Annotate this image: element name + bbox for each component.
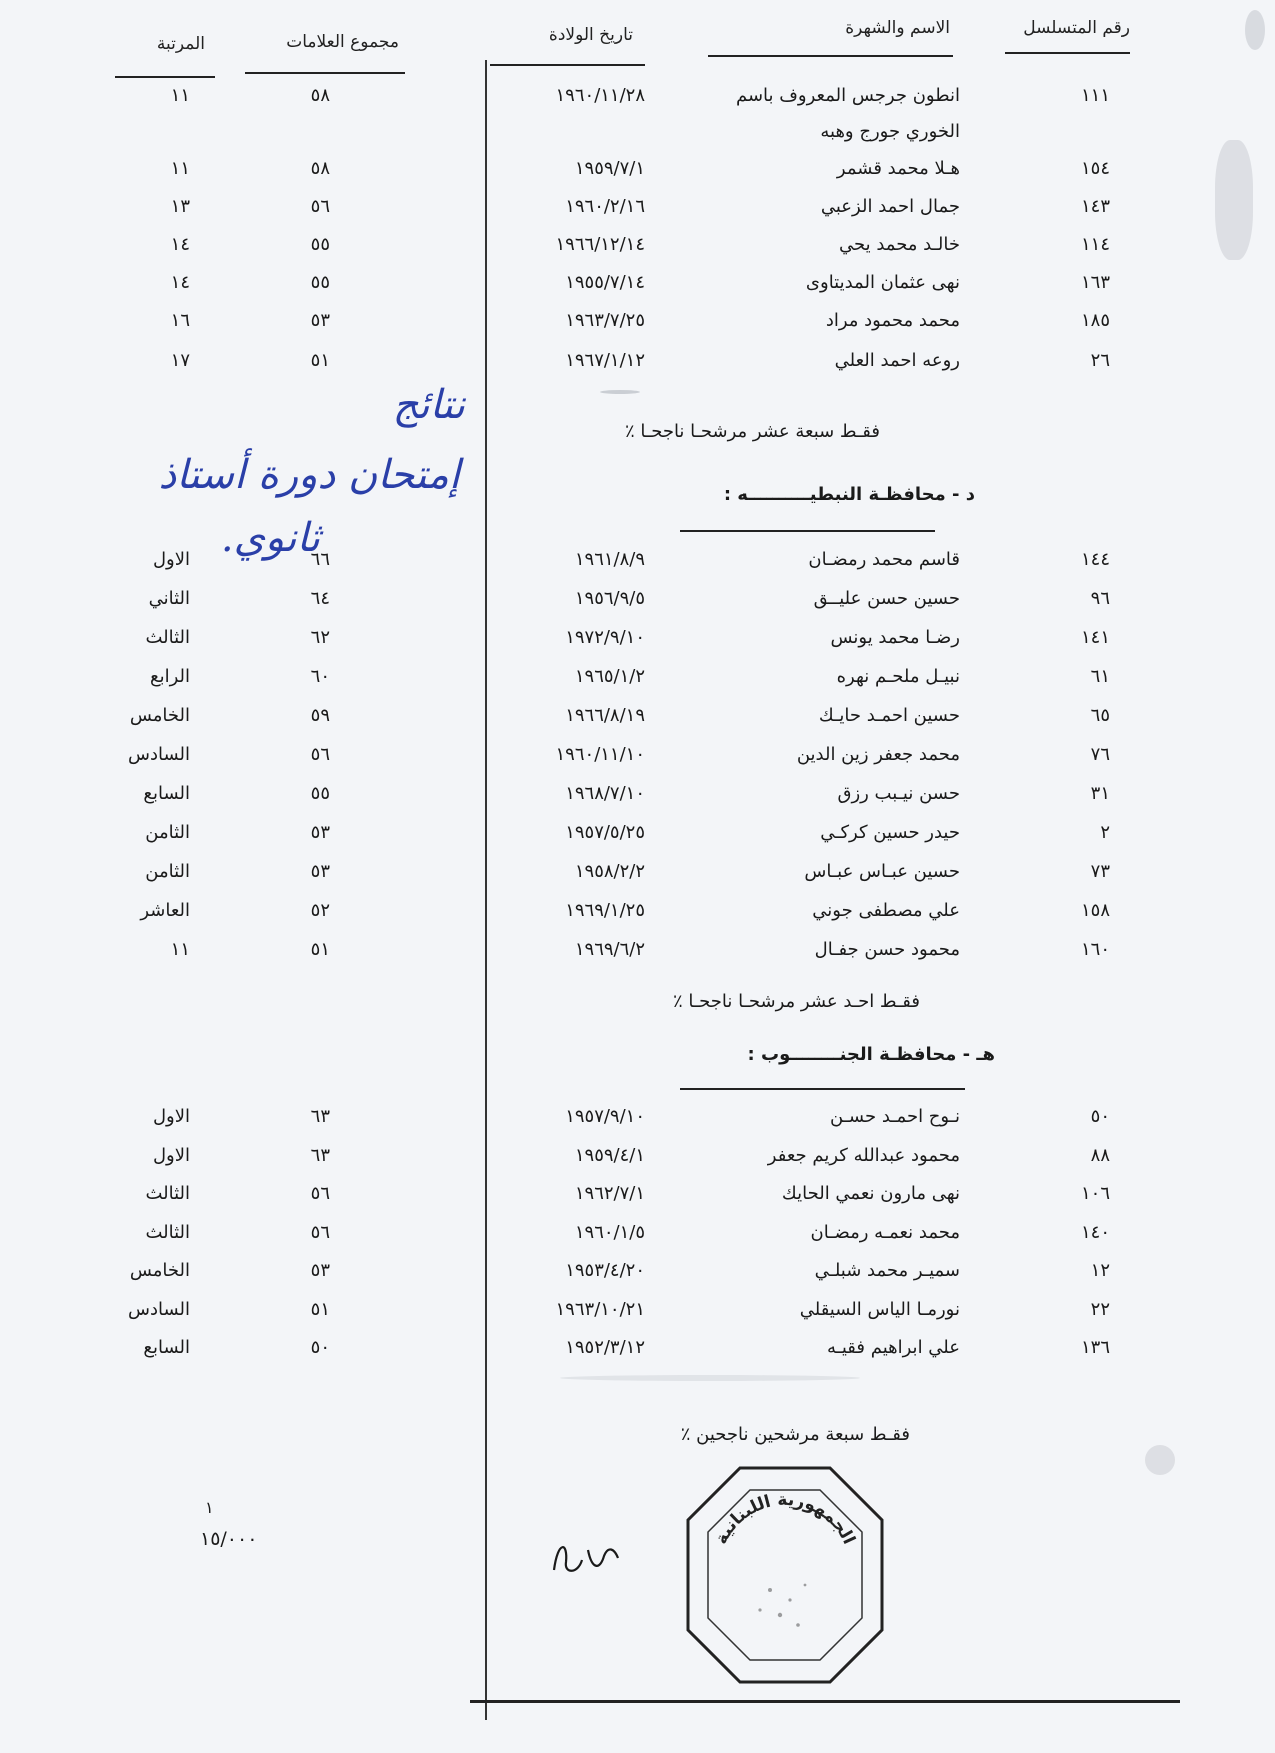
header-underline-serial	[1005, 52, 1130, 54]
row-dob: ١٩٥٣/٤/٢٠	[565, 1260, 645, 1281]
row-dob: ١٩٥٩/٧/١	[574, 158, 645, 179]
row-serial: ٧٣	[1090, 861, 1110, 882]
header-name: الاسم والشهرة	[845, 18, 950, 38]
scan-shadow-top	[1245, 10, 1265, 50]
row-dob: ١٩٦٠/١١/١٠	[555, 744, 645, 765]
section-3-summary: فقـط سبعة مرشحين ناجحين ٪	[680, 1424, 910, 1445]
row-total: ٥٣	[310, 310, 330, 331]
row-name: نورمـا الياس السيقلي	[799, 1298, 960, 1320]
row-total: ٦٠	[310, 666, 330, 687]
row-dob: ١٩٦٦/١٢/١٤	[555, 234, 645, 255]
row-rank: الثامن	[145, 861, 190, 882]
section-3-underline	[680, 1088, 965, 1090]
row-serial: ١٨٥	[1080, 310, 1110, 331]
row-serial: ١٣٦	[1080, 1337, 1110, 1358]
row-name: محمود عبدالله كريم جعفر	[767, 1144, 960, 1166]
row-name: انطون جرجس المعروف باسم	[735, 85, 960, 106]
row-name: حسن نيـبب رزق	[837, 783, 960, 804]
row-rank: الخامس	[129, 705, 190, 726]
row-serial: ١٢	[1090, 1260, 1110, 1281]
seal-text: الجمهورية اللبنانية	[711, 1489, 859, 1548]
row-name: نبيـل ملحـم نهره	[836, 666, 960, 687]
row-serial: ٥٠	[1090, 1106, 1110, 1127]
row-dob: ١٩٥٦/٩/٥	[574, 588, 645, 609]
row-dob: ١٩٦٣/١٠/٢١	[555, 1298, 645, 1320]
row-dob: ١٩٥٧/٩/١٠	[565, 1106, 645, 1127]
row-dob: ١٩٧٢/٩/١٠	[565, 627, 645, 648]
row-name: نهى عثمان المديتاوى	[805, 272, 960, 293]
row-total: ٦٣	[310, 1144, 330, 1166]
row-serial: ١١٤	[1080, 234, 1110, 255]
scan-speck	[1145, 1445, 1175, 1475]
row-total: ٦٣	[310, 1106, 330, 1127]
row-rank: ١١	[170, 158, 190, 179]
row-dob: ١٩٦٩/٦/٢	[574, 939, 645, 960]
row-name: حسين احمـد حايـك	[818, 705, 960, 726]
row-name: حسين عبـاس عبـاس	[804, 861, 960, 882]
row-rank: الثاني	[148, 588, 190, 609]
row-total: ٥٢	[310, 900, 330, 921]
row-total: ٥٣	[310, 1260, 330, 1281]
row-dob: ١٩٥٢/٣/١٢	[565, 1337, 645, 1358]
row-serial: ٧٦	[1090, 744, 1110, 765]
print-run: ١٥/٠٠٠	[200, 1528, 258, 1550]
row-total: ٥٦	[310, 744, 330, 765]
row-rank: الاول	[152, 1106, 190, 1127]
row-total: ٥١	[310, 939, 330, 960]
row-rank: الثامن	[145, 822, 190, 843]
row-dob: ١٩٥٥/٧/١٤	[565, 272, 645, 293]
row-rank: ١٤	[170, 234, 190, 255]
row-rank: السادس	[127, 744, 190, 765]
row-total: ٦٦	[310, 549, 330, 570]
row-name: سميـر محمد شبلـي	[814, 1260, 960, 1281]
header-total: مجموع العلامات	[286, 32, 399, 52]
row-name: حيدر حسين كركـي	[820, 822, 960, 843]
handwritten-secondary: ثانوي.	[220, 515, 320, 561]
row-rank: الثالث	[145, 1221, 190, 1243]
row-name: علي ابراهيم فقيـه	[826, 1337, 960, 1358]
row-serial: ١٦٣	[1080, 272, 1110, 293]
row-name: روعه احمد العلي	[834, 350, 960, 371]
bottom-rule	[470, 1700, 1180, 1703]
header-underline-total	[245, 72, 405, 74]
row-total: ٥٩	[310, 705, 330, 726]
row-dob: ١٩٦٥/١/٢	[574, 666, 645, 687]
row-serial: ١٦٠	[1080, 939, 1110, 960]
section-2-underline	[680, 530, 935, 532]
row-total: ٥٣	[310, 822, 330, 843]
row-dob: ١٩٦١/٨/٩	[574, 549, 645, 570]
row-rank: ١٦	[170, 310, 190, 331]
row-dob: ١٩٦٦/٨/١٩	[565, 705, 645, 726]
scan-speck	[600, 390, 640, 394]
column-divider	[485, 60, 487, 1720]
row-serial: ١٥٤	[1080, 158, 1110, 179]
row-rank: السابع	[143, 783, 190, 804]
row-serial: ١٥٨	[1080, 900, 1110, 921]
row-serial: ١٤١	[1080, 627, 1110, 648]
row-total: ٥٥	[310, 272, 330, 293]
row-serial: ١١١	[1080, 85, 1110, 106]
row-rank: السادس	[127, 1298, 190, 1320]
row-rank: العاشر	[140, 900, 190, 921]
row-rank: الثالث	[145, 1183, 190, 1204]
row-total: ٥١	[310, 1298, 330, 1320]
row-dob: ١٩٥٧/٥/٢٥	[565, 822, 645, 843]
row-rank: ١١	[170, 939, 190, 960]
handwritten-results: نتائج	[392, 382, 465, 428]
row-name: محمد نعمـه رمضـان	[810, 1221, 960, 1243]
official-seal-stamp	[680, 1460, 890, 1690]
row-name: خالـد محمد يحي	[838, 234, 960, 255]
header-serial: رقم المتسلسل	[1023, 18, 1130, 38]
row-name: محمد جعفر زين الدين	[796, 744, 960, 765]
row-rank: الرابع	[149, 666, 190, 687]
row-dob: ١٩٥٩/٤/١	[574, 1144, 645, 1166]
row-serial: ١٤٤	[1080, 549, 1110, 570]
row-dob: ١٩٦٠/٢/١٦	[565, 196, 645, 217]
header-underline-dob	[490, 64, 645, 66]
row-total: ٥٦	[310, 196, 330, 217]
row-name: محمود حسن جفـال	[814, 939, 960, 960]
row-name: علي مصطفى جوني	[812, 900, 960, 921]
row-serial: ٦٥	[1090, 705, 1110, 726]
row-serial: ١٠٦	[1080, 1183, 1110, 1204]
row-name: نهى مارون نعمي الحايك	[781, 1183, 960, 1204]
row-serial: ٢٢	[1090, 1298, 1110, 1320]
section-2-summary: فقـط احـد عشر مرشحـا ناجحـا ٪	[673, 991, 920, 1012]
row-serial: ٢٦	[1090, 350, 1110, 371]
row-rank: الاول	[152, 549, 190, 570]
row-rank: ١٤	[170, 272, 190, 293]
row-dob: ١٩٦٩/١/٢٥	[565, 900, 645, 921]
row-name: محمد محمود مراد	[825, 310, 960, 331]
row-total: ٥٠	[310, 1337, 330, 1358]
page-number: ١	[205, 1498, 214, 1517]
row-name: قاسم محمد رمضـان	[808, 549, 960, 570]
row-serial: ٩٦	[1090, 588, 1110, 609]
row-total: ٥٥	[310, 783, 330, 804]
row-dob: ١٩٦٨/٧/١٠	[565, 783, 645, 804]
row-dob: ١٩٥٨/٢/٢	[574, 861, 645, 882]
row-name: الخوري جورج وهبه	[820, 121, 960, 142]
row-name: هـلا محمد قشمر	[836, 158, 960, 179]
row-total: ٥٨	[310, 158, 330, 179]
row-serial: ١٤٠	[1080, 1221, 1110, 1243]
scan-shadow	[1215, 140, 1253, 260]
row-dob: ١٩٦٠/١١/٢٨	[555, 85, 645, 106]
row-name: جمال احمد الزعبي	[820, 196, 960, 217]
row-dob: ١٩٦٧/١/١٢	[565, 350, 645, 371]
row-serial: ٣١	[1090, 783, 1110, 804]
row-serial: ٦١	[1090, 666, 1110, 687]
header-rank: المرتبة	[156, 34, 205, 54]
scan-speck	[560, 1375, 860, 1381]
row-total: ٥٥	[310, 234, 330, 255]
row-name: نـوح احمـد حسـن	[829, 1106, 960, 1127]
row-rank: ١٧	[170, 350, 190, 371]
row-serial: ٢	[1100, 822, 1110, 843]
row-total: ٦٤	[310, 588, 330, 609]
header-underline-name	[708, 55, 953, 57]
section-2-title: د - محافظـة النبطيــــــــــه :	[723, 484, 975, 505]
row-dob: ١٩٦٣/٧/٢٥	[565, 310, 645, 331]
row-rank: السابع	[143, 1337, 190, 1358]
row-rank: الاول	[152, 1144, 190, 1166]
section-1-summary: فقـط سبعة عشر مرشحـا ناجحـا ٪	[625, 421, 880, 442]
header-underline-rank	[115, 76, 215, 78]
row-serial: ٨٨	[1090, 1144, 1110, 1166]
row-dob: ١٩٦٢/٧/١	[574, 1183, 645, 1204]
row-total: ٥٦	[310, 1183, 330, 1204]
row-rank: الثالث	[145, 627, 190, 648]
row-total: ٥٨	[310, 85, 330, 106]
row-total: ٥١	[310, 350, 330, 371]
row-serial: ١٤٣	[1080, 196, 1110, 217]
signature-scribble	[548, 1530, 628, 1580]
row-rank: الخامس	[129, 1260, 190, 1281]
row-rank: ١٣	[170, 196, 190, 217]
handwritten-exam-title: إمتحان دورة أستاذ	[158, 452, 460, 498]
row-total: ٥٦	[310, 1221, 330, 1243]
row-dob: ١٩٦٠/١/٥	[574, 1221, 645, 1243]
row-total: ٦٢	[310, 627, 330, 648]
row-total: ٥٣	[310, 861, 330, 882]
header-dob: تاريخ الولادة	[548, 25, 633, 45]
row-rank: ١١	[170, 85, 190, 106]
row-name: رضـا محمد يونس	[830, 627, 960, 648]
row-name: حسين حسن عليــق	[813, 588, 960, 609]
section-3-title: هـ - محافظـة الجنــــــــوب :	[747, 1044, 995, 1065]
